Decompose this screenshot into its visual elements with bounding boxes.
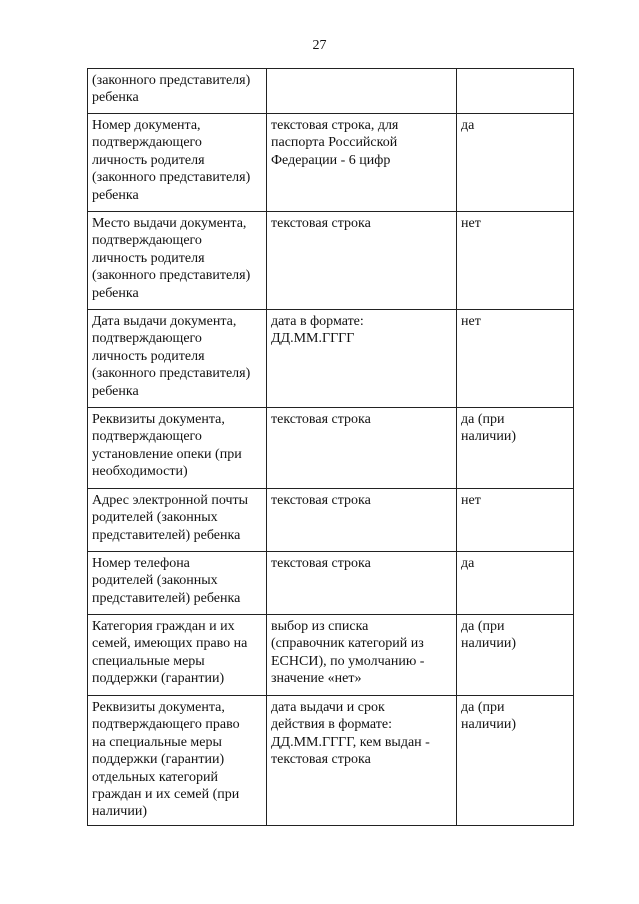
field-required-cell: нет	[457, 212, 574, 310]
table-row	[88, 310, 574, 408]
field-format-cell: дата в формате: ДД.ММ.ГГГГ	[267, 310, 457, 408]
field-required-cell: нет	[457, 489, 574, 552]
field-name-cell: Категория граждан и их семей, имеющих право на специальные меры поддержки (гарантии)	[88, 615, 267, 696]
table-row	[88, 615, 574, 696]
table-row	[88, 696, 574, 826]
field-name-cell: Номер документа, подтверждающего личность родителя (законного представителя) ребенка	[88, 114, 267, 212]
table-row	[88, 552, 574, 615]
field-format-cell: текстовая строка, для паспорта Российской Федерации - 6 цифр	[267, 114, 457, 212]
field-name-cell: Реквизиты документа, подтверждающего право на специальные меры поддержки (гарантии) отдельных категорий граждан и их семей (при наличии)	[88, 696, 267, 826]
field-name-cell: Реквизиты документа, подтверждающего установление опеки (при необходимости)	[88, 408, 267, 489]
field-format-cell	[267, 69, 457, 114]
field-format-cell: текстовая строка	[267, 489, 457, 552]
table-row	[88, 408, 574, 489]
field-required-cell: нет	[457, 310, 574, 408]
field-required-cell: да	[457, 552, 574, 615]
data-fields-table	[87, 68, 574, 826]
field-format-cell: текстовая строка	[267, 408, 457, 489]
field-format-cell: текстовая строка	[267, 552, 457, 615]
table-row	[88, 489, 574, 552]
field-required-cell: да	[457, 114, 574, 212]
field-format-cell: текстовая строка	[267, 212, 457, 310]
field-required-cell	[457, 69, 574, 114]
field-required-cell: да (при наличии)	[457, 408, 574, 489]
table-row	[88, 69, 574, 114]
table-row	[88, 114, 574, 212]
field-name-cell: Номер телефона родителей (законных представителей) ребенка	[88, 552, 267, 615]
field-required-cell: да (при наличии)	[457, 615, 574, 696]
field-name-cell: (законного представителя) ребенка	[88, 69, 267, 114]
field-format-cell: дата выдачи и срок действия в формате: ДД.ММ.ГГГГ, кем выдан - текстовая строка	[267, 696, 457, 826]
field-name-cell: Место выдачи документа, подтверждающего личность родителя (законного представителя) ребенка	[88, 212, 267, 310]
field-required-cell: да (при наличии)	[457, 696, 574, 826]
field-name-cell: Дата выдачи документа, подтверждающего личность родителя (законного представителя) ребенка	[88, 310, 267, 408]
field-format-cell: выбор из списка (справочник категорий из ЕСНСИ), по умолчанию - значение «нет»	[267, 615, 457, 696]
page-number: 27	[312, 38, 327, 53]
field-name-cell: Адрес электронной почты родителей (законных представителей) ребенка	[88, 489, 267, 552]
table-row	[88, 212, 574, 310]
